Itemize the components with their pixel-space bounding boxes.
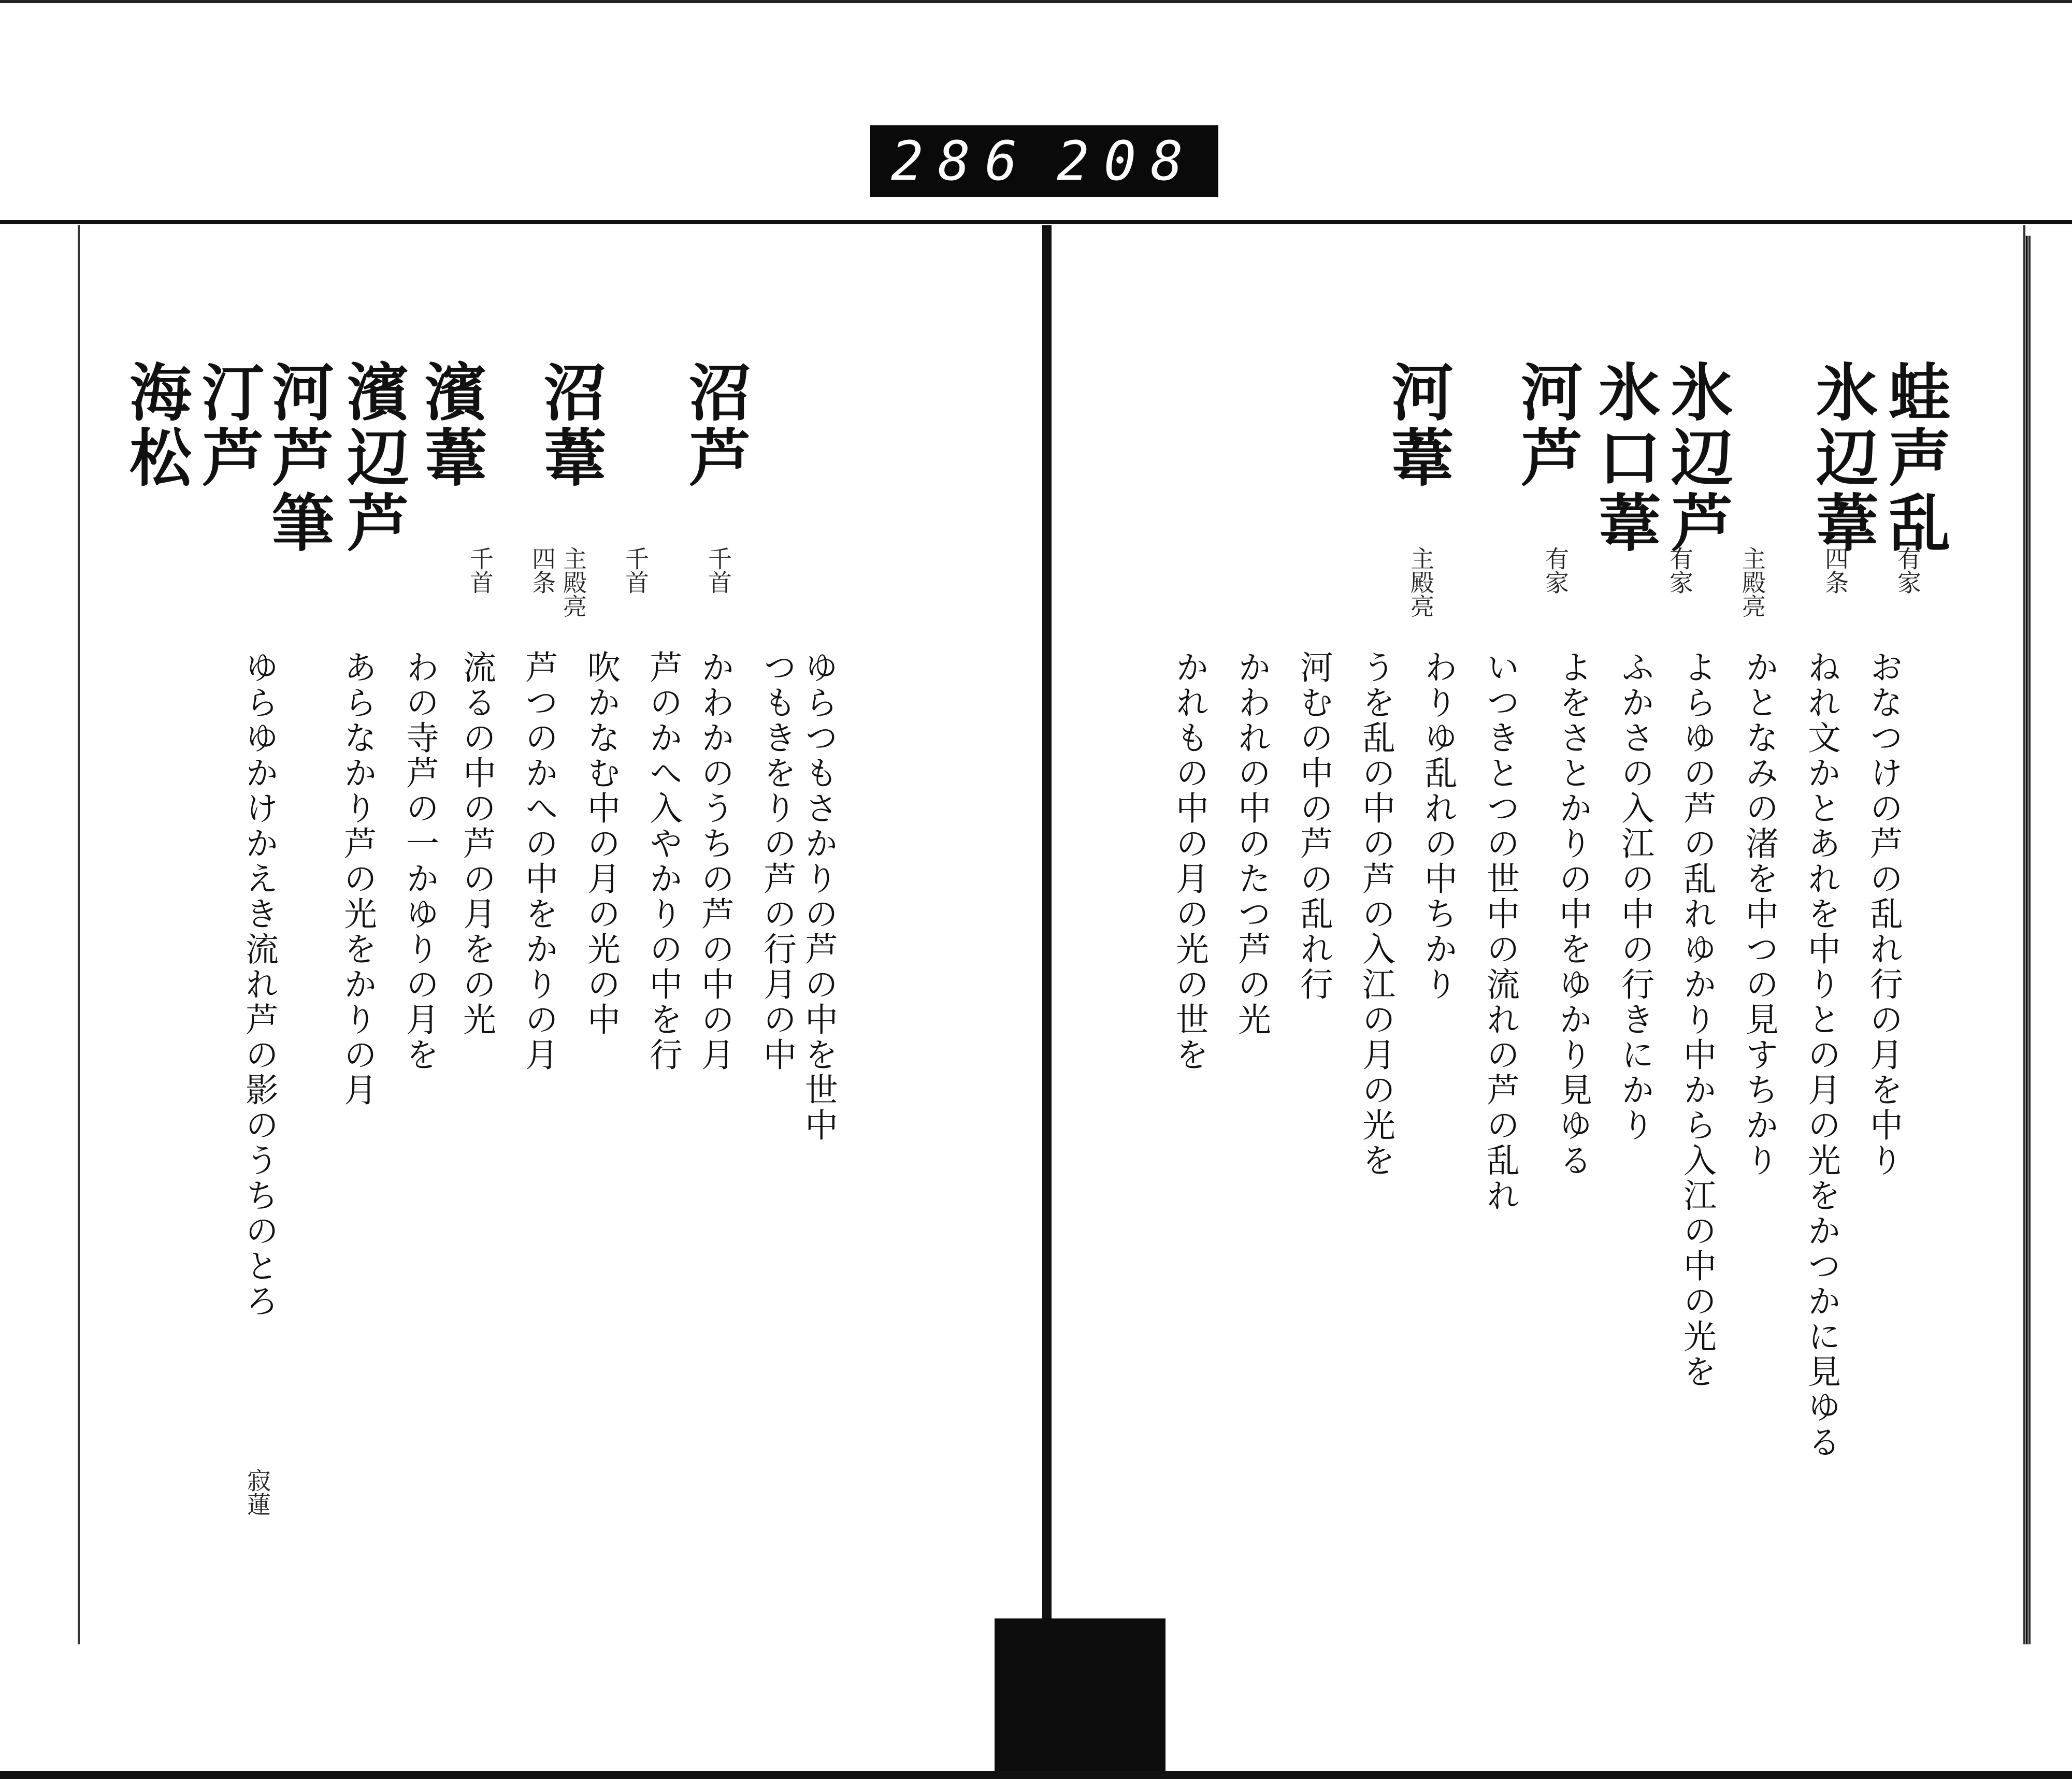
left-poem-author: 寂蓮 [243, 1468, 271, 1516]
title-numa-ashi-2: 沼葦 [534, 360, 607, 490]
left-poem-2: つもきをりの芦の行月の中 [758, 650, 796, 1073]
top-border [0, 0, 2072, 3]
title-kawa-ashi-r: 河芦 [1510, 360, 1584, 490]
left-poem-5: 吹かなむ中の月の光の中 [582, 650, 620, 1037]
author-left-1: 千首 [704, 546, 732, 594]
title-kawa-ashi: 河芦筆 [262, 360, 335, 556]
scan-top-band [0, 220, 2072, 224]
left-poem-1: ゆらつもさかりの芦の中を世中 [799, 650, 838, 1143]
left-poem-3: かわかのうちの芦の中の月 [696, 650, 734, 1073]
author-right-1: 有家 [1894, 546, 1922, 594]
spine-base [995, 1618, 1166, 1779]
author-left-2: 千首 [622, 546, 650, 594]
right-poem-9: うを乱の中の芦の入江の月の光を [1357, 650, 1395, 1178]
author-left-5: 千首 [466, 546, 494, 594]
author-right-2: 四条 [1821, 546, 1849, 594]
title-kaeru: 蛙声乱 [1878, 360, 1951, 556]
title-migiwa-ashi: 汀芦 [192, 360, 265, 490]
author-right-6: 主殿亮 [1407, 546, 1435, 618]
right-poem-11: かわれの中のたつ芦の光 [1232, 650, 1271, 1037]
author-right-5: 有家 [1542, 546, 1570, 594]
title-hiizu-ashi-2: 氷辺芦 [1661, 360, 1734, 556]
right-poem-8: わりゆ乱れの中ちかり [1419, 650, 1457, 1002]
author-right-3: 主殿亮 [1738, 546, 1766, 618]
left-poem-6: 芦つのかへの中をかりの月 [520, 650, 558, 1073]
title-hamabe-ashi: 濱辺芦 [337, 360, 410, 556]
left-page [78, 225, 1036, 1644]
right-poem-7: いつきとつの世中の流れの芦の乱れ [1481, 650, 1519, 1213]
author-left-4: 四条 [528, 546, 556, 594]
left-poem-10: ゆらゆかけかえき流れ芦の影のうちのとろ [240, 650, 278, 1319]
right-poem-5: ふかさの入江の中の行きにかり [1616, 650, 1654, 1143]
title-hama-ashi: 濱葦 [414, 360, 487, 490]
right-poem-3: かとなみの渚を中つの見すちかり [1740, 650, 1778, 1178]
scan-bottom-band [0, 1771, 2072, 1779]
left-poem-7: 流るの中の芦の月をの光 [457, 650, 496, 1037]
title-miru: 海松 [119, 360, 192, 490]
author-right-4: 有家 [1666, 546, 1694, 594]
right-poem-2: ねれ文かとあれを中りとの月の光をかつかに見ゆる [1802, 650, 1840, 1460]
right-poem-4: よらゆの芦の乱れゆかり中から入江の中の光を [1678, 650, 1716, 1390]
counter-left: 286 [891, 129, 1032, 193]
title-hikuchi-ashi: 氷口葦 [1588, 360, 1661, 556]
right-poem-12: かれもの中の月の光の世を [1170, 650, 1208, 1073]
page-counter [870, 125, 1218, 197]
right-poem-1: おなつけの芦の乱れ行の月を中り [1864, 650, 1903, 1178]
right-page [1052, 225, 2025, 1644]
left-poem-4: 芦のかへ入やかりの中を行 [644, 650, 682, 1073]
right-poem-10: 河むの中の芦の乱れ行 [1294, 650, 1333, 1002]
author-left-3: 主殿亮 [559, 546, 587, 618]
right-poem-6: よをさとかりの中をゆかり見ゆる [1553, 650, 1592, 1178]
open-book [78, 225, 2025, 1675]
title-numa-ashi: 沼芦 [679, 360, 752, 490]
left-poem-8: わの寺芦の一かゆりの月を [400, 650, 439, 1073]
counter-right: 208 [1057, 129, 1198, 193]
left-poem-9: あらなかり芦の光をかりの月 [338, 650, 377, 1108]
title-hiizu-ashi: 氷辺葦 [1806, 360, 1879, 556]
title-kawa-ashi-2: 河葦 [1381, 360, 1454, 490]
